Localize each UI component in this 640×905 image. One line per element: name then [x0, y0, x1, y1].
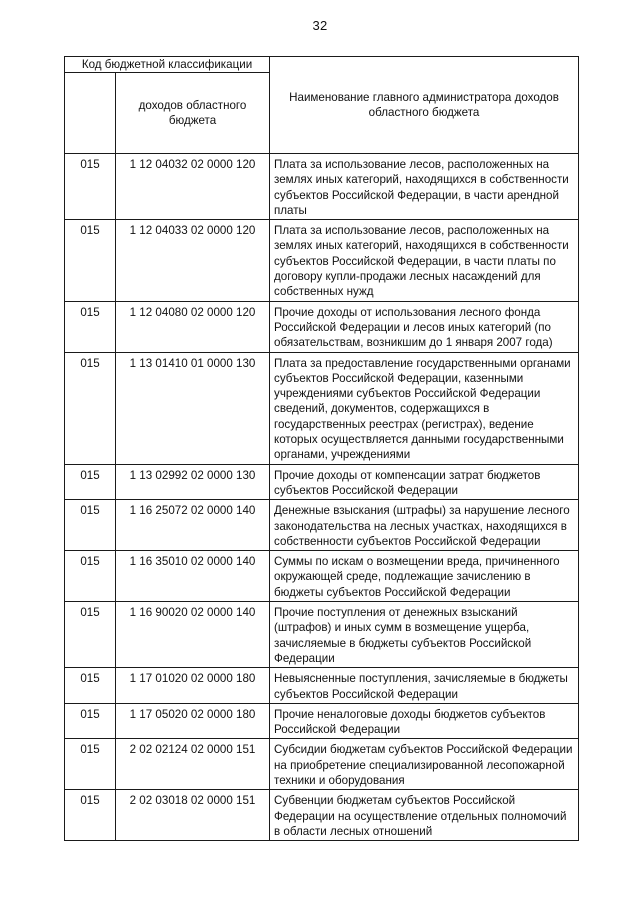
header-administrator-code — [65, 73, 116, 154]
revenue-name-cell: Прочие доходы от компенсации затрат бюджетов субъектов Российской Федерации — [270, 464, 579, 500]
administrator-code-cell: 015 — [65, 668, 116, 704]
revenue-name-cell: Денежные взыскания (штрафы) за нарушение лесного законодательства на лесных участках, находящихся в собственности субъектов Российской Федерации — [270, 500, 579, 551]
table-row — [65, 602, 579, 668]
page-number: 32 — [312, 18, 328, 33]
administrator-code-cell: 015 — [65, 220, 116, 301]
table-row — [65, 668, 579, 704]
table-row — [65, 154, 579, 220]
table-row — [65, 551, 579, 602]
header-revenue-code: доходов областного бюджета — [116, 73, 270, 154]
table-row — [65, 301, 579, 352]
revenue-code-cell: 1 13 01410 01 0000 130 — [116, 352, 270, 464]
table-row — [65, 703, 579, 739]
header-budget-classification-code: Код бюджетной классификации — [65, 57, 270, 73]
administrator-code-cell: 015 — [65, 352, 116, 464]
revenue-code-cell: 1 17 01020 02 0000 180 — [116, 668, 270, 704]
table-row — [65, 352, 579, 464]
revenue-name-cell: Субвенции бюджетам субъектов Российской Федерации на осуществление отдельных полномочий в области лесных отношений — [270, 790, 579, 841]
revenue-code-cell: 1 16 35010 02 0000 140 — [116, 551, 270, 602]
table-row — [65, 464, 579, 500]
revenue-name-cell: Прочие доходы от использования лесного фонда Российской Федерации и лесов иных категорий (по обязательствам, возникшим до 1 января 2007 года) — [270, 301, 579, 352]
revenue-name-cell: Плата за предоставление государственными органами субъектов Российской Федерации, казенными учреждениями субъектов Российской Федерации сведений, документов, содержащихся в государственных реестрах (регистрах), ведение которых осуществляется данными государственными органами, учреждениями — [270, 352, 579, 464]
table-header — [65, 57, 579, 154]
administrator-code-cell: 015 — [65, 500, 116, 551]
revenue-name-cell: Субсидии бюджетам субъектов Российской Федерации на приобретение специализированной лесопожарной техники и оборудования — [270, 739, 579, 790]
revenue-name-cell: Прочие неналоговые доходы бюджетов субъектов Российской Федерации — [270, 703, 579, 739]
administrator-code-cell: 015 — [65, 790, 116, 841]
revenue-name-cell: Плата за использование лесов, расположенных на землях иных категорий, находящихся в собственности субъектов Российской Федерации, в части платы по договору купли-продажи лесных насаждений для собственных нужд — [270, 220, 579, 301]
revenue-name-cell: Суммы по искам о возмещении вреда, причиненного окружающей среде, подлежащие зачислению в бюджеты субъектов Российской Федерации — [270, 551, 579, 602]
table-body — [65, 154, 579, 841]
revenue-code-cell: 1 12 04033 02 0000 120 — [116, 220, 270, 301]
budget-classification-table — [64, 56, 579, 841]
table-row — [65, 739, 579, 790]
table-row — [65, 220, 579, 301]
administrator-code-cell: 015 — [65, 464, 116, 500]
table-row — [65, 790, 579, 841]
revenue-name-cell: Невыясненные поступления, зачисляемые в бюджеты субъектов Российской Федерации — [270, 668, 579, 704]
administrator-code-cell: 015 — [65, 602, 116, 668]
header-administrator-name: Наименование главного администратора доходов областного бюджета — [270, 57, 579, 154]
administrator-code-cell: 015 — [65, 551, 116, 602]
administrator-code-cell: 015 — [65, 703, 116, 739]
table-row — [65, 500, 579, 551]
revenue-name-cell: Прочие поступления от денежных взысканий (штрафов) и иных сумм в возмещение ущерба, зачисляемые в бюджеты субъектов Российской Федерации — [270, 602, 579, 668]
revenue-code-cell: 2 02 02124 02 0000 151 — [116, 739, 270, 790]
revenue-name-cell: Плата за использование лесов, расположенных на землях иных категорий, находящихся в собственности субъектов Российской Федерации, в части арендной платы — [270, 154, 579, 220]
administrator-code-cell: 015 — [65, 739, 116, 790]
administrator-code-cell: 015 — [65, 154, 116, 220]
administrator-code-cell: 015 — [65, 301, 116, 352]
revenue-code-cell: 1 12 04080 02 0000 120 — [116, 301, 270, 352]
revenue-code-cell: 1 17 05020 02 0000 180 — [116, 703, 270, 739]
revenue-code-cell: 1 12 04032 02 0000 120 — [116, 154, 270, 220]
revenue-code-cell: 1 16 25072 02 0000 140 — [116, 500, 270, 551]
revenue-code-cell: 1 13 02992 02 0000 130 — [116, 464, 270, 500]
revenue-code-cell: 2 02 03018 02 0000 151 — [116, 790, 270, 841]
revenue-code-cell: 1 16 90020 02 0000 140 — [116, 602, 270, 668]
